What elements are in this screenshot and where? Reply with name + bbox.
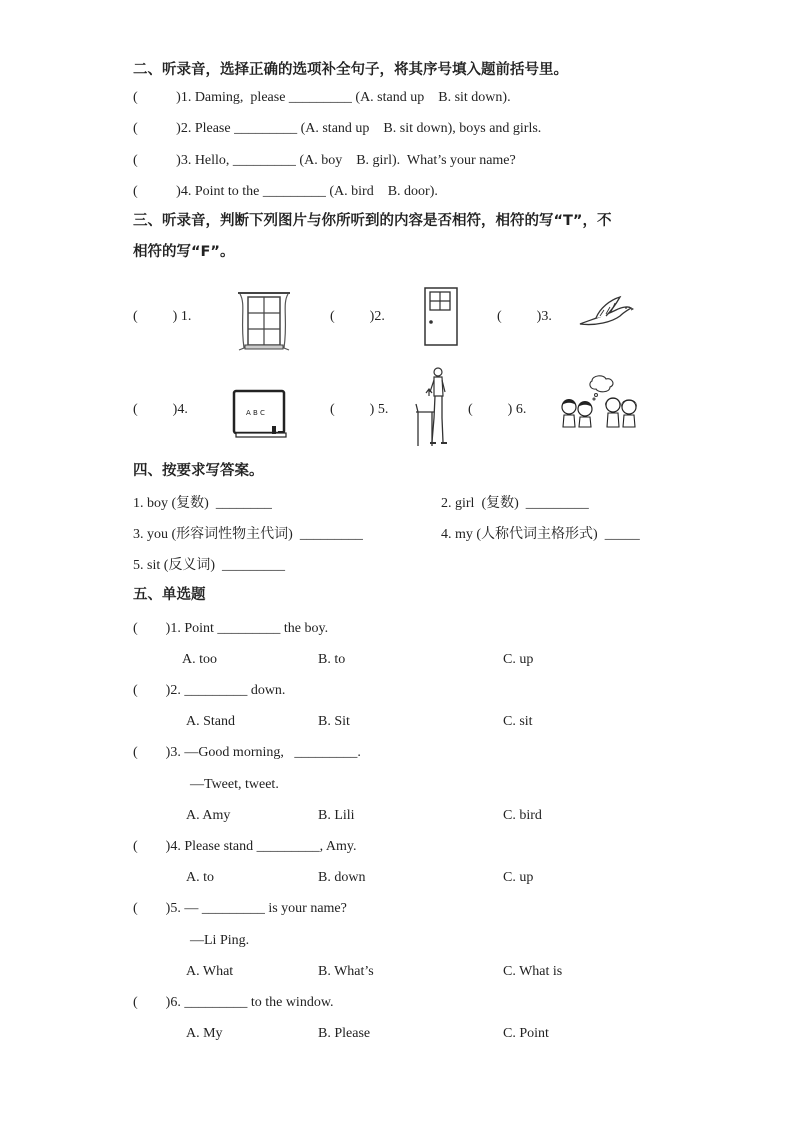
s5-q4-stem: ( )4. Please stand _________, Amy. (133, 839, 357, 854)
s5-q5-option-a: A. What (186, 964, 234, 979)
s5-q5-extra: —Li Ping. (190, 933, 250, 948)
section5-title: 五、单选题 (133, 587, 206, 603)
s5-q4-option-b: B. down (318, 870, 366, 885)
s5-q6-option-b: B. Please (318, 1026, 371, 1041)
s5-q3-option-a: A. Amy (186, 808, 231, 823)
stand-up-icon (414, 366, 456, 453)
door-icon (423, 287, 459, 352)
s5-q6-option-a: A. My (186, 1026, 223, 1041)
s5-q2-option-a: A. Stand (186, 714, 235, 729)
s4-item-3: 3. you (形容词性物主代词) _________ (133, 527, 363, 542)
s5-q3-extra: —Tweet, tweet. (190, 777, 279, 792)
board-text: A B C (246, 409, 265, 417)
bird-icon (576, 294, 634, 333)
s5-q1-option-a: A. too (182, 652, 217, 667)
s2-item-3: ( )3. Hello, _________ (A. boy B. girl). What’s your name? (133, 153, 516, 168)
s5-q6-stem: ( )6. _________ to the window. (133, 995, 334, 1010)
s5-q5-option-c: C. What is (503, 964, 563, 979)
s2-item-1: ( )1. Daming, please _________ (A. stand up B. sit down). (133, 90, 511, 105)
kids-talking-icon (558, 373, 640, 434)
s4-item-2: 2. girl (复数) _________ (441, 496, 589, 511)
s3-item-2-label: ( )2. (330, 309, 385, 324)
s5-q1-stem: ( )1. Point _________ the boy. (133, 621, 329, 636)
s3-item-4-label: ( )4. (133, 402, 188, 417)
s2-item-4: ( )4. Point to the _________ (A. bird B. door). (133, 184, 438, 199)
s5-q3-stem: ( )3. —Good morning, _________. (133, 745, 361, 760)
s4-item-1: 1. boy (复数) ________ (133, 496, 272, 511)
s5-q3-option-c: C. bird (503, 808, 542, 823)
s4-item-4: 4. my (人称代词主格形式) _____ (441, 527, 640, 542)
section2-title: 二、听录音，选择正确的选项补全句子，将其序号填入题前括号里。 (133, 62, 568, 78)
s5-q4-option-a: A. to (186, 870, 214, 885)
section4-title: 四、按要求写答案。 (133, 463, 264, 479)
s3-item-3-label: ( )3. (497, 309, 552, 324)
s3-item-5-label: ( ) 5. (330, 402, 389, 417)
s5-q1-option-b: B. to (318, 652, 346, 667)
section3-title-line1: 三、听录音，判断下列图片与你所听到的内容是否相符，相符的写“T”，不 (133, 213, 612, 229)
blackboard-icon (232, 388, 288, 445)
s5-q3-option-b: B. Lili (318, 808, 355, 823)
s5-q4-option-c: C. up (503, 870, 534, 885)
s5-q6-option-c: C. Point (503, 1026, 549, 1041)
s5-q5-option-b: B. What’s (318, 964, 374, 979)
s3-item-1-label: ( ) 1. (133, 309, 192, 324)
section3-title-line2: 相符的写“F”。 (133, 244, 235, 260)
s4-item-5: 5. sit (反义词) _________ (133, 558, 286, 573)
window-icon (236, 290, 292, 357)
s2-item-2: ( )2. Please _________ (A. stand up B. sit down), boys and girls. (133, 121, 542, 136)
s5-q1-option-c: C. up (503, 652, 534, 667)
s5-q2-option-b: B. Sit (318, 714, 350, 729)
s5-q2-stem: ( )2. _________ down. (133, 683, 286, 698)
s5-q2-option-c: C. sit (503, 714, 533, 729)
s5-q5-stem: ( )5. — _________ is your name? (133, 901, 347, 916)
s3-item-6-label: ( ) 6. (468, 402, 527, 417)
